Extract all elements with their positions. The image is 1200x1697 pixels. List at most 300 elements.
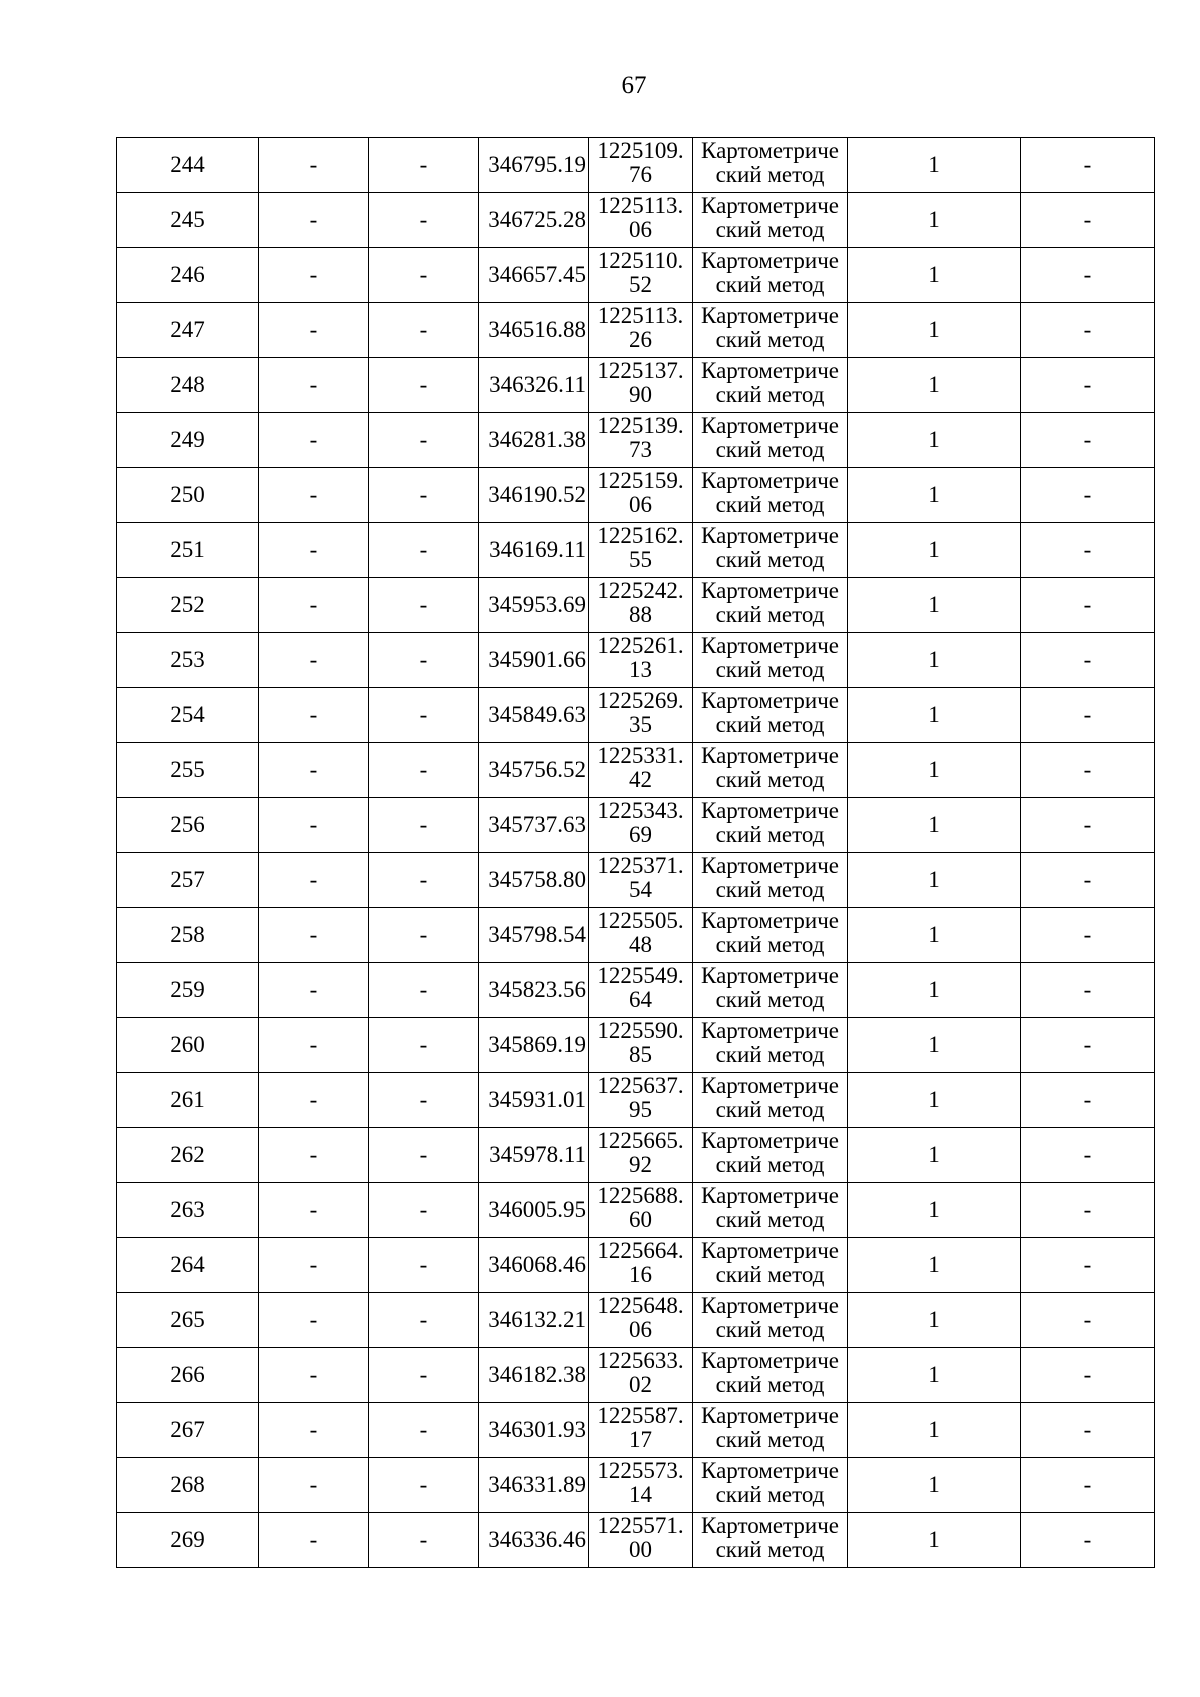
column-8-cell: -	[1021, 633, 1155, 688]
y-coordinate-cell-line-1: 1225269.	[597, 688, 684, 713]
method-cell-line-1: Картометриче	[701, 743, 839, 768]
method-cell-line-2: ский метод	[715, 1207, 825, 1232]
column-2-cell: -	[259, 578, 369, 633]
table-row	[117, 578, 1155, 633]
column-2-cell: -	[259, 908, 369, 963]
column-3-cell: -	[369, 358, 479, 413]
x-coordinate-cell: 345823.56	[479, 963, 589, 1018]
y-coordinate-cell-line-2: 00	[629, 1537, 652, 1562]
column-7-cell: 1	[848, 1293, 1021, 1348]
method-cell-line-2: ский метод	[715, 547, 825, 572]
column-8-cell: -	[1021, 1513, 1155, 1568]
point-number-cell: 248	[117, 358, 259, 413]
column-7-cell: 1	[848, 1183, 1021, 1238]
column-3-cell: -	[369, 743, 479, 798]
y-coordinate-cell-line-2: 64	[629, 987, 652, 1012]
table-row	[117, 798, 1155, 853]
method-cell-line-2: ский метод	[715, 382, 825, 407]
column-2-cell: -	[259, 633, 369, 688]
y-coordinate-cell-line-2: 17	[629, 1427, 652, 1452]
column-2-cell: -	[259, 1513, 369, 1568]
method-cell-line-1: Картометриче	[701, 468, 839, 493]
column-8-cell: -	[1021, 963, 1155, 1018]
point-number-cell: 254	[117, 688, 259, 743]
column-2-cell: -	[259, 1018, 369, 1073]
column-2-cell: -	[259, 248, 369, 303]
y-coordinate-cell-line-1: 1225665.	[597, 1128, 684, 1153]
y-coordinate-cell-line-1: 1225343.	[597, 798, 684, 823]
table-row	[117, 523, 1155, 578]
y-coordinate-cell-line-1: 1225162.	[597, 523, 684, 548]
column-8-cell: -	[1021, 1238, 1155, 1293]
y-coordinate-cell-line-1: 1225590.	[597, 1018, 684, 1043]
y-coordinate-cell-line-2: 92	[629, 1152, 652, 1177]
point-number-cell: 266	[117, 1348, 259, 1403]
column-3-cell: -	[369, 138, 479, 193]
method-cell-line-1: Картометриче	[701, 963, 839, 988]
table-row	[117, 908, 1155, 963]
column-3-cell: -	[369, 1348, 479, 1403]
y-coordinate-cell-line-2: 60	[629, 1207, 652, 1232]
method-cell	[693, 1458, 848, 1513]
method-cell-line-1: Картометриче	[701, 1513, 839, 1538]
x-coordinate-cell: 346331.89	[479, 1458, 589, 1513]
column-3-cell: -	[369, 1513, 479, 1568]
method-cell-line-1: Картометриче	[701, 908, 839, 933]
method-cell-line-1: Картометриче	[701, 798, 839, 823]
method-cell-line-2: ский метод	[715, 1097, 825, 1122]
column-3-cell: -	[369, 1018, 479, 1073]
y-coordinate-cell-line-1: 1225549.	[597, 963, 684, 988]
x-coordinate-cell: 346516.88	[479, 303, 589, 358]
method-cell-line-2: ский метод	[715, 822, 825, 847]
y-coordinate-cell-line-2: 55	[629, 547, 652, 572]
y-coordinate-cell-line-2: 88	[629, 602, 652, 627]
method-cell-line-1: Картометриче	[701, 193, 839, 218]
column-3-cell: -	[369, 1458, 479, 1513]
point-number-cell: 262	[117, 1128, 259, 1183]
table-row	[117, 303, 1155, 358]
x-coordinate-cell: 345901.66	[479, 633, 589, 688]
method-cell	[693, 303, 848, 358]
column-7-cell: 1	[848, 1073, 1021, 1128]
x-coordinate-cell: 345953.69	[479, 578, 589, 633]
method-cell	[693, 1403, 848, 1458]
y-coordinate-cell	[589, 908, 693, 963]
y-coordinate-cell-line-1: 1225110.	[597, 248, 684, 273]
y-coordinate-cell-line-1: 1225573.	[597, 1458, 684, 1483]
method-cell	[693, 1018, 848, 1073]
column-3-cell: -	[369, 248, 479, 303]
column-7-cell: 1	[848, 413, 1021, 468]
table-row	[117, 413, 1155, 468]
x-coordinate-cell: 345931.01	[479, 1073, 589, 1128]
table-row	[117, 1128, 1155, 1183]
y-coordinate-cell-line-1: 1225331.	[597, 743, 684, 768]
method-cell	[693, 908, 848, 963]
method-cell-line-2: ский метод	[715, 657, 825, 682]
column-7-cell: 1	[848, 1128, 1021, 1183]
x-coordinate-cell: 345869.19	[479, 1018, 589, 1073]
method-cell	[693, 1183, 848, 1238]
column-2-cell: -	[259, 1128, 369, 1183]
method-cell-line-1: Картометриче	[701, 1073, 839, 1098]
column-2-cell: -	[259, 1403, 369, 1458]
column-8-cell: -	[1021, 1403, 1155, 1458]
y-coordinate-cell	[589, 1018, 693, 1073]
x-coordinate-cell: 345798.54	[479, 908, 589, 963]
table-row	[117, 1458, 1155, 1513]
column-2-cell: -	[259, 963, 369, 1018]
method-cell-line-1: Картометриче	[701, 1293, 839, 1318]
column-7-cell: 1	[848, 1513, 1021, 1568]
table-row	[117, 193, 1155, 248]
column-3-cell: -	[369, 688, 479, 743]
y-coordinate-cell-line-1: 1225571.	[597, 1513, 684, 1538]
table-row	[117, 138, 1155, 193]
y-coordinate-cell-line-1: 1225648.	[597, 1293, 684, 1318]
method-cell-line-2: ский метод	[715, 877, 825, 902]
method-cell-line-1: Картометриче	[701, 138, 839, 163]
x-coordinate-cell: 346795.19	[479, 138, 589, 193]
table-row	[117, 1403, 1155, 1458]
point-number-cell: 255	[117, 743, 259, 798]
point-number-cell: 267	[117, 1403, 259, 1458]
column-8-cell: -	[1021, 303, 1155, 358]
y-coordinate-cell-line-2: 06	[629, 1317, 652, 1342]
y-coordinate-cell-line-1: 1225139.	[597, 413, 684, 438]
table-row	[117, 1018, 1155, 1073]
method-cell	[693, 798, 848, 853]
y-coordinate-cell	[589, 688, 693, 743]
method-cell-line-2: ский метод	[715, 1427, 825, 1452]
column-8-cell: -	[1021, 358, 1155, 413]
table-row	[117, 1183, 1155, 1238]
column-7-cell: 1	[848, 1018, 1021, 1073]
y-coordinate-cell	[589, 468, 693, 523]
column-7-cell: 1	[848, 193, 1021, 248]
y-coordinate-cell	[589, 303, 693, 358]
column-3-cell: -	[369, 1293, 479, 1348]
method-cell-line-1: Картометриче	[701, 1348, 839, 1373]
y-coordinate-cell-line-2: 14	[629, 1482, 652, 1507]
x-coordinate-cell: 345849.63	[479, 688, 589, 743]
x-coordinate-cell: 346132.21	[479, 1293, 589, 1348]
method-cell-line-1: Картометриче	[701, 248, 839, 273]
table-row	[117, 1513, 1155, 1568]
column-2-cell: -	[259, 1348, 369, 1403]
column-8-cell: -	[1021, 743, 1155, 798]
page-number: 67	[621, 72, 647, 99]
method-cell-line-2: ский метод	[715, 602, 825, 627]
column-8-cell: -	[1021, 468, 1155, 523]
method-cell	[693, 1348, 848, 1403]
coordinates-table	[116, 137, 1155, 1568]
table-row	[117, 853, 1155, 908]
point-number-cell: 269	[117, 1513, 259, 1568]
method-cell-line-2: ский метод	[715, 162, 825, 187]
column-8-cell: -	[1021, 523, 1155, 578]
method-cell	[693, 413, 848, 468]
method-cell-line-1: Картометриче	[701, 688, 839, 713]
point-number-cell: 264	[117, 1238, 259, 1293]
column-8-cell: -	[1021, 193, 1155, 248]
column-8-cell: -	[1021, 853, 1155, 908]
method-cell-line-2: ский метод	[715, 1262, 825, 1287]
point-number-cell: 250	[117, 468, 259, 523]
y-coordinate-cell	[589, 523, 693, 578]
method-cell	[693, 688, 848, 743]
method-cell-line-2: ский метод	[715, 712, 825, 737]
y-coordinate-cell	[589, 853, 693, 908]
method-cell	[693, 358, 848, 413]
column-8-cell: -	[1021, 578, 1155, 633]
point-number-cell: 263	[117, 1183, 259, 1238]
table-row	[117, 1073, 1155, 1128]
column-8-cell: -	[1021, 688, 1155, 743]
y-coordinate-cell-line-1: 1225242.	[597, 578, 684, 603]
column-2-cell: -	[259, 193, 369, 248]
method-cell-line-1: Картометриче	[701, 523, 839, 548]
y-coordinate-cell-line-2: 73	[629, 437, 652, 462]
column-7-cell: 1	[848, 1403, 1021, 1458]
column-3-cell: -	[369, 468, 479, 523]
column-2-cell: -	[259, 468, 369, 523]
table-row	[117, 1293, 1155, 1348]
y-coordinate-cell-line-1: 1225664.	[597, 1238, 684, 1263]
column-8-cell: -	[1021, 413, 1155, 468]
method-cell-line-1: Картометриче	[701, 1128, 839, 1153]
column-8-cell: -	[1021, 798, 1155, 853]
column-3-cell: -	[369, 1128, 479, 1183]
y-coordinate-cell-line-2: 42	[629, 767, 652, 792]
y-coordinate-cell-line-2: 95	[629, 1097, 652, 1122]
y-coordinate-cell	[589, 1348, 693, 1403]
method-cell-line-1: Картометриче	[701, 1183, 839, 1208]
point-number-cell: 260	[117, 1018, 259, 1073]
column-8-cell: -	[1021, 1018, 1155, 1073]
column-2-cell: -	[259, 1183, 369, 1238]
point-number-cell: 249	[117, 413, 259, 468]
x-coordinate-cell: 346190.52	[479, 468, 589, 523]
point-number-cell: 265	[117, 1293, 259, 1348]
y-coordinate-cell-line-2: 02	[629, 1372, 652, 1397]
y-coordinate-cell-line-1: 1225637.	[597, 1073, 684, 1098]
method-cell	[693, 743, 848, 798]
point-number-cell: 251	[117, 523, 259, 578]
method-cell-line-1: Картометриче	[701, 853, 839, 878]
y-coordinate-cell-line-1: 1225505.	[597, 908, 684, 933]
column-2-cell: -	[259, 303, 369, 358]
y-coordinate-cell-line-1: 1225113.	[597, 303, 684, 328]
x-coordinate-cell: 346281.38	[479, 413, 589, 468]
method-cell-line-2: ский метод	[715, 272, 825, 297]
column-7-cell: 1	[848, 248, 1021, 303]
method-cell-line-1: Картометриче	[701, 633, 839, 658]
table-row	[117, 688, 1155, 743]
x-coordinate-cell: 346336.46	[479, 1513, 589, 1568]
y-coordinate-cell	[589, 1183, 693, 1238]
point-number-cell: 261	[117, 1073, 259, 1128]
y-coordinate-cell	[589, 633, 693, 688]
column-8-cell: -	[1021, 1128, 1155, 1183]
point-number-cell: 244	[117, 138, 259, 193]
column-7-cell: 1	[848, 578, 1021, 633]
method-cell-line-1: Картометриче	[701, 413, 839, 438]
point-number-cell: 252	[117, 578, 259, 633]
column-3-cell: -	[369, 1183, 479, 1238]
x-coordinate-cell: 346725.28	[479, 193, 589, 248]
column-7-cell: 1	[848, 468, 1021, 523]
column-3-cell: -	[369, 1238, 479, 1293]
y-coordinate-cell-line-2: 76	[629, 162, 652, 187]
y-coordinate-cell-line-1: 1225633.	[597, 1348, 684, 1373]
y-coordinate-cell-line-2: 69	[629, 822, 652, 847]
y-coordinate-cell	[589, 1403, 693, 1458]
method-cell	[693, 1128, 848, 1183]
y-coordinate-cell-line-1: 1225159.	[597, 468, 684, 493]
point-number-cell: 247	[117, 303, 259, 358]
x-coordinate-cell: 346182.38	[479, 1348, 589, 1403]
column-7-cell: 1	[848, 798, 1021, 853]
column-3-cell: -	[369, 1073, 479, 1128]
y-coordinate-cell-line-1: 1225371.	[597, 853, 684, 878]
point-number-cell: 246	[117, 248, 259, 303]
column-8-cell: -	[1021, 1293, 1155, 1348]
y-coordinate-cell	[589, 358, 693, 413]
column-7-cell: 1	[848, 523, 1021, 578]
method-cell	[693, 523, 848, 578]
method-cell-line-2: ский метод	[715, 217, 825, 242]
point-number-cell: 259	[117, 963, 259, 1018]
method-cell-line-2: ский метод	[715, 987, 825, 1012]
method-cell-line-2: ский метод	[715, 1372, 825, 1397]
table-row	[117, 1348, 1155, 1403]
method-cell-line-1: Картометриче	[701, 1458, 839, 1483]
method-cell-line-1: Картометриче	[701, 1403, 839, 1428]
column-3-cell: -	[369, 963, 479, 1018]
method-cell-line-2: ский метод	[715, 437, 825, 462]
table-row	[117, 358, 1155, 413]
column-7-cell: 1	[848, 688, 1021, 743]
method-cell	[693, 1073, 848, 1128]
method-cell-line-2: ский метод	[715, 327, 825, 352]
y-coordinate-cell-line-2: 52	[629, 272, 652, 297]
y-coordinate-cell-line-1: 1225113.	[597, 193, 684, 218]
point-number-cell: 245	[117, 193, 259, 248]
column-2-cell: -	[259, 413, 369, 468]
method-cell	[693, 468, 848, 523]
table-row	[117, 1238, 1155, 1293]
column-2-cell: -	[259, 688, 369, 743]
y-coordinate-cell-line-2: 16	[629, 1262, 652, 1287]
column-8-cell: -	[1021, 1073, 1155, 1128]
y-coordinate-cell	[589, 138, 693, 193]
method-cell-line-2: ский метод	[715, 1482, 825, 1507]
method-cell	[693, 1513, 848, 1568]
y-coordinate-cell	[589, 963, 693, 1018]
column-7-cell: 1	[848, 1458, 1021, 1513]
table-row	[117, 963, 1155, 1018]
column-8-cell: -	[1021, 1458, 1155, 1513]
method-cell	[693, 1293, 848, 1348]
column-3-cell: -	[369, 303, 479, 358]
y-coordinate-cell-line-1: 1225688.	[597, 1183, 684, 1208]
method-cell-line-2: ский метод	[715, 932, 825, 957]
column-8-cell: -	[1021, 908, 1155, 963]
method-cell	[693, 193, 848, 248]
column-7-cell: 1	[848, 358, 1021, 413]
column-3-cell: -	[369, 853, 479, 908]
y-coordinate-cell-line-2: 90	[629, 382, 652, 407]
method-cell-line-2: ский метод	[715, 492, 825, 517]
column-8-cell: -	[1021, 1348, 1155, 1403]
y-coordinate-cell	[589, 1513, 693, 1568]
y-coordinate-cell	[589, 248, 693, 303]
column-7-cell: 1	[848, 1348, 1021, 1403]
y-coordinate-cell-line-2: 13	[629, 657, 652, 682]
column-3-cell: -	[369, 578, 479, 633]
column-3-cell: -	[369, 193, 479, 248]
y-coordinate-cell	[589, 743, 693, 798]
column-7-cell: 1	[848, 303, 1021, 358]
y-coordinate-cell	[589, 413, 693, 468]
x-coordinate-cell: 345978.11	[479, 1128, 589, 1183]
method-cell-line-2: ский метод	[715, 1317, 825, 1342]
column-8-cell: -	[1021, 248, 1155, 303]
column-7-cell: 1	[848, 743, 1021, 798]
method-cell-line-1: Картометриче	[701, 1018, 839, 1043]
method-cell-line-1: Картометриче	[701, 1238, 839, 1263]
column-3-cell: -	[369, 523, 479, 578]
y-coordinate-cell-line-1: 1225261.	[597, 633, 684, 658]
y-coordinate-cell-line-2: 06	[629, 492, 652, 517]
column-3-cell: -	[369, 413, 479, 468]
method-cell-line-2: ский метод	[715, 1042, 825, 1067]
method-cell	[693, 578, 848, 633]
x-coordinate-cell: 346326.11	[479, 358, 589, 413]
x-coordinate-cell: 346169.11	[479, 523, 589, 578]
column-2-cell: -	[259, 523, 369, 578]
method-cell-line-1: Картометриче	[701, 578, 839, 603]
column-7-cell: 1	[848, 908, 1021, 963]
column-2-cell: -	[259, 358, 369, 413]
column-3-cell: -	[369, 1403, 479, 1458]
column-8-cell: -	[1021, 1183, 1155, 1238]
column-7-cell: 1	[848, 963, 1021, 1018]
method-cell-line-1: Картометриче	[701, 303, 839, 328]
y-coordinate-cell	[589, 1073, 693, 1128]
y-coordinate-cell-line-2: 35	[629, 712, 652, 737]
column-7-cell: 1	[848, 853, 1021, 908]
point-number-cell: 256	[117, 798, 259, 853]
column-7-cell: 1	[848, 633, 1021, 688]
method-cell-line-2: ский метод	[715, 767, 825, 792]
y-coordinate-cell-line-2: 85	[629, 1042, 652, 1067]
y-coordinate-cell	[589, 1128, 693, 1183]
y-coordinate-cell	[589, 193, 693, 248]
method-cell-line-1: Картометриче	[701, 358, 839, 383]
table-row	[117, 468, 1155, 523]
y-coordinate-cell	[589, 1458, 693, 1513]
y-coordinate-cell	[589, 798, 693, 853]
column-2-cell: -	[259, 743, 369, 798]
x-coordinate-cell: 346657.45	[479, 248, 589, 303]
y-coordinate-cell-line-2: 54	[629, 877, 652, 902]
method-cell-line-2: ский метод	[715, 1537, 825, 1562]
table-row	[117, 743, 1155, 798]
y-coordinate-cell-line-2: 48	[629, 932, 652, 957]
